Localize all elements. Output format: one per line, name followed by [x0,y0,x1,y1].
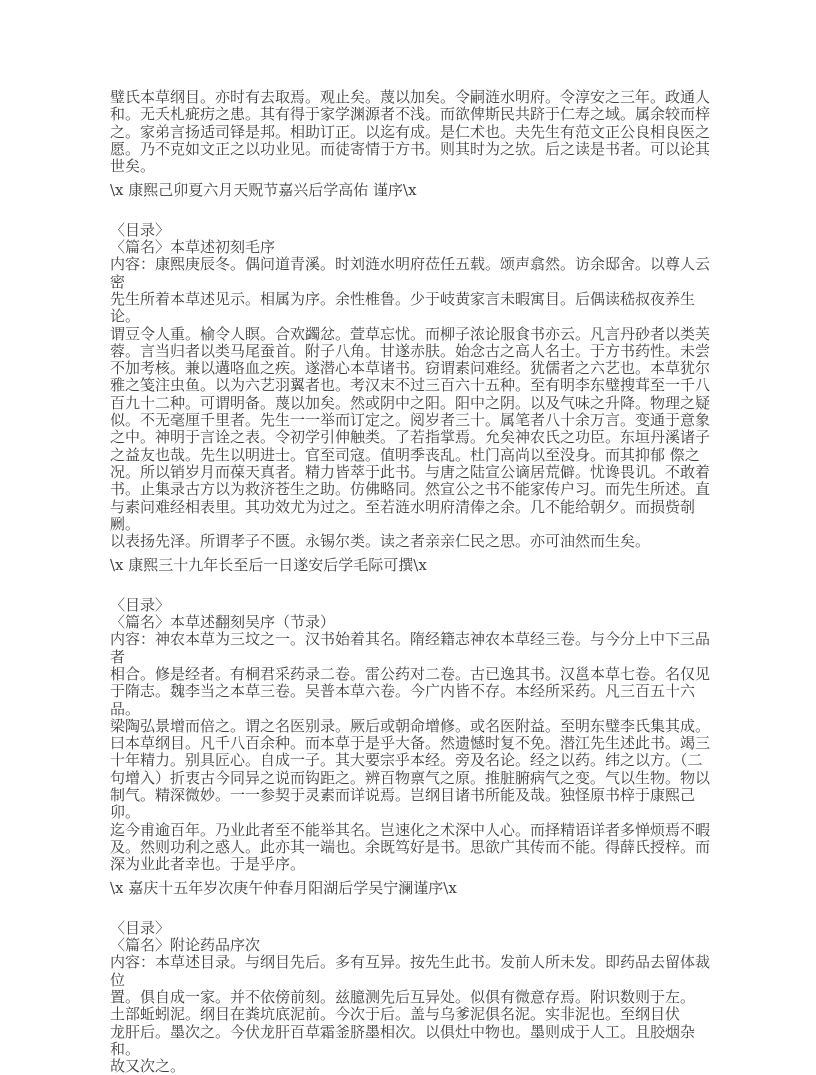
catalog-marker: 〈目录〉 [110,595,171,614]
body-line: 似。不无毫厘千里者。先生一一举而订定之。阅岁者三十。属笔者八十余万言。变通于意象 [110,411,711,430]
body-line: 十年精力。别具匠心。自成一子。其大要宗乎本经。旁及名论。经之以药。纬之以方。（二 [110,751,703,770]
body-line: 深为业此者幸也。于是乎序。 [110,855,306,874]
signature-line: \x 康熙己卯夏六月天贶节嘉兴后学高佑 谨序\x [110,181,417,200]
signature-line: \x 嘉庆十五年岁次庚午仲春月阳湖后学吴宁澜谨序\x [110,879,457,898]
body-line: 故又次之。 [110,1057,186,1075]
section-title: 〈篇名〉本草述初刻毛序 [110,238,276,257]
body-line: 与素问难经相表里。其功效尤为过之。至若涟水明府清俸之余。几不能给朝夕。而损赀剞劂。 [110,497,696,533]
body-line: 愿。乃不克如文正之以功业见。而徒寄情于方书。则其时为之欤。后之读是书者。可以论其 [110,139,711,158]
section-title: 〈篇名〉附论药品序次 [110,936,261,955]
body-line: 以表扬先泽。所谓孝子不匮。永锡尔类。读之者亲亲仁民之思。亦可油然而生矣。 [110,532,651,551]
body-line: 相合。修是经者。有桐君采药录二卷。雷公药对二卷。古已逸其书。汉邕本草七卷。名仅见 [110,664,711,683]
body-line: 谓豆令人重。榆令人瞑。合欢蠲忿。萱草忘忧。而柳子浓论服食书亦云。凡言丹砂者以类芙 [110,324,711,343]
catalog-marker: 〈目录〉 [110,220,171,239]
body-line: 置。俱自成一家。并不依傍前刻。兹臆测先后互异处。似俱有微意存焉。附识数则于左。 [110,987,696,1006]
body-line: 于隋志。魏李当之本草三卷。吴普本草六卷。今广内皆不存。本经所采药。凡三百五十六品。 [110,682,696,718]
body-line: 内容：神农本草为三坟之一。汉书始着其名。隋经籍志神农本草经三卷。与今分上中下三品者 [110,630,711,666]
body-line: 不加考核。兼以遘咯血之疾。遂潜心本草诸书。窃谓素问难经。犹儒者之六艺也。本草犹尔 [110,359,711,378]
catalog-marker: 〈目录〉 [110,918,171,937]
body-line: 土部蚯蚓泥。纲目在粪坑底泥前。今次于后。盖与乌爹泥俱名泥。实非泥也。至纲目伏 [110,1005,681,1024]
body-line: 迄今甫逾百年。乃业此者至不能举其名。岂速化之术深中人心。而择精语详者多惮烦焉不暇 [110,820,711,839]
signature-line: \x 康熙三十九年长至后一日遂安后学毛际可撰\x [110,556,427,575]
body-line: 璧氏本草纲目。亦时有去取焉。观止矣。蔑以加矣。令嗣涟水明府。令淳安之三年。政通人 [110,88,711,106]
gap [110,200,716,222]
gap [110,898,716,920]
body-line: 龙肝后。墨次之。今伏龙肝百草霜釜脐墨相次。以俱灶中物也。墨则成于人工。且胶烟杂和。 [110,1022,696,1058]
body-line: 世矣。 [110,157,156,176]
body-line: 制气。精深微妙。一一参契于灵素而详说焉。岂纲目诸书所能及哉。独怪原书梓于康熙己卯。 [110,785,696,822]
body-line: 之中。神明于言诠之表。令初学引伸触类。了若指掌焉。允矣神农氏之功臣。东垣丹溪诸子 [110,428,711,447]
body-line: 之益友也哉。先生以明进士。官至司寇。值明季丧乱。杜门高尚以至没身。而其抑郁 傺之 [110,445,700,464]
body-line: 曰本草纲目。凡千八百余种。而本草于是乎大备。然遗憾时复不免。潜江先生述此书。竭三 [110,734,711,753]
body-line: 之。家弟言扬适司铎是邦。相助订正。以迄有成。是仁术也。夫先生有范文正公良相良医之 [110,122,711,141]
body-line: 百九十二种。可谓明备。蔑以加矣。然或阴中之阳。阳中之阴。以及气味之升降。物理之疑 [110,393,711,412]
body-line: 况。所以销岁月而葆天真者。精力皆萃于此书。与唐之陆宣公谪居荒僻。忧谗畏讥。不敢着 [110,462,711,481]
body-line: 内容：康熙庚辰冬。偶问道青溪。时刘涟水明府莅任五载。颂声翕然。访余邸舍。以尊人云密 [110,255,711,291]
body-line: 及。然则功利之惑人。此亦其一端也。余既笃好是书。思欲广其传而不能。得薛氏授梓。而 [110,837,711,856]
gap [110,575,716,597]
body-line: 先生所着本草述见示。相属为序。余性椎鲁。少于岐黄家言未暇寓目。后偶读嵇叔夜养生论。 [110,289,696,326]
body-line: 蓉。言当归者以类马尾蚕首。附子八角。甘遂赤肤。始念古之高人名士。于方书药性。未尝 [110,341,711,360]
section-title: 〈篇名〉本草述翻刻吴序（节录） [110,613,336,632]
body-line: 内容：本草述目录。与纲目先后。多有互异。按先生此书。发前人所未发。即药品去留体裁位 [110,953,711,989]
body-line: 句增入）折衷古今同异之说而钩距之。辨百物禀气之原。推脏腑病气之变。气以生物。物以 [110,768,711,787]
body-line: 书。止集录古方以为救济苍生之助。仿佛略同。然宣公之书不能家传户习。而先生所述。直 [110,480,711,499]
body-line: 和。无夭札疵疠之患。其有得于家学渊源者不浅。而欲俾斯民共跻于仁寿之域。属余较而梓 [110,105,711,124]
body-line: 梁陶弘景增而倍之。谓之名医别录。厥后或朝命增修。或名医附益。至明东璧李氏集其成。 [110,716,711,735]
body-line: 雅之笺注虫鱼。以为六艺羽翼者也。考汉末不过三百六十五种。至有明李东璧搜茸至一千八 [110,376,711,395]
